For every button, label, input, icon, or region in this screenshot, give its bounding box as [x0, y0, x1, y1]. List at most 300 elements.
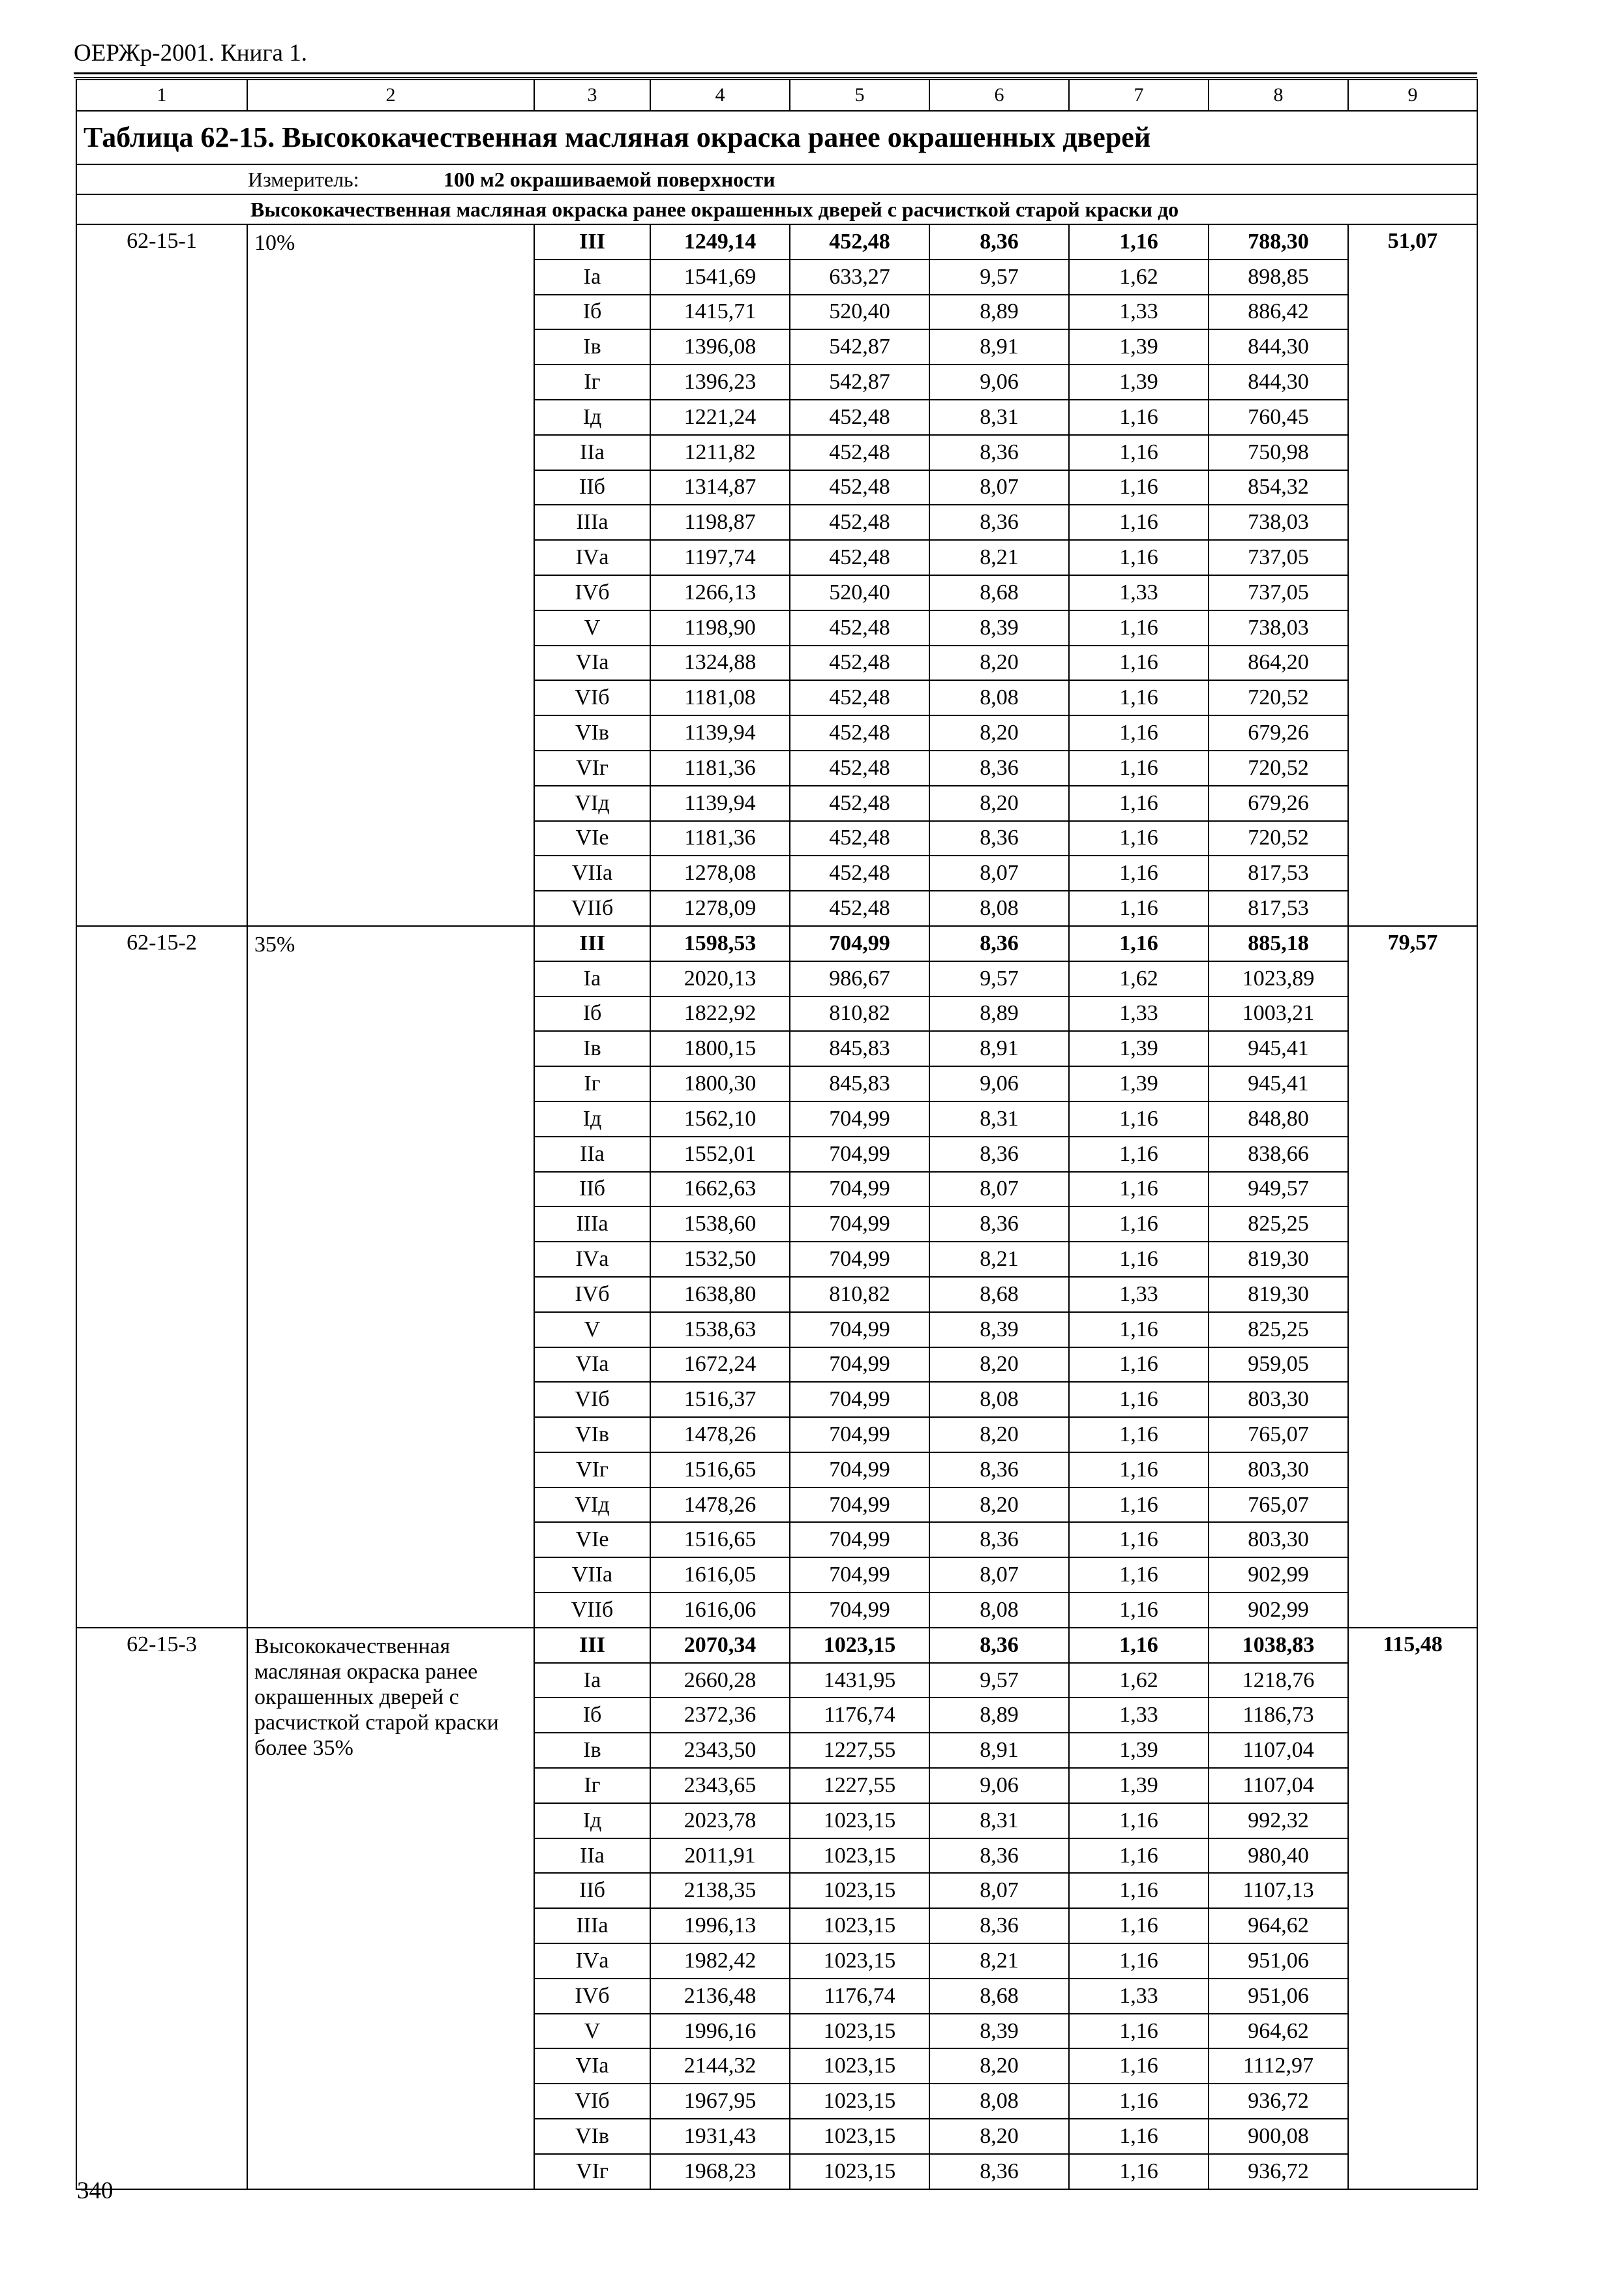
value-cell: 8,20 [929, 2048, 1069, 2084]
value-cell: 1,16 [1069, 1347, 1209, 1383]
value-cell: 1638,80 [650, 1277, 790, 1312]
value-cell: 1023,15 [790, 2154, 929, 2189]
value-cell: 788,30 [1209, 224, 1348, 260]
value-cell: 1181,36 [650, 751, 790, 786]
total-cell: 79,57 [1348, 926, 1477, 1628]
value-cell: 1,33 [1069, 1698, 1209, 1733]
value-cell: 704,99 [790, 1137, 929, 1172]
value-cell: 8,08 [929, 2084, 1069, 2119]
value-cell: 1186,73 [1209, 1698, 1348, 1733]
value-cell: 898,85 [1209, 260, 1348, 295]
value-cell: 1314,87 [650, 470, 790, 505]
value-cell: VIа [534, 646, 650, 681]
value-cell: 1,16 [1069, 1557, 1209, 1593]
column-number: 4 [650, 80, 790, 111]
value-cell: 8,36 [929, 821, 1069, 856]
value-cell: 845,83 [790, 1066, 929, 1101]
value-cell: 1107,04 [1209, 1733, 1348, 1768]
value-cell: 8,36 [929, 2154, 1069, 2189]
value-cell: 704,99 [790, 1242, 929, 1277]
section-title-row [76, 194, 1477, 224]
table-row [76, 224, 1477, 260]
value-cell: 8,36 [929, 1628, 1069, 1663]
value-cell: 8,20 [929, 1488, 1069, 1523]
value-cell: 1,16 [1069, 224, 1209, 260]
value-cell: 8,07 [929, 1557, 1069, 1593]
value-cell: 1181,08 [650, 680, 790, 715]
value-cell: 885,18 [1209, 926, 1348, 961]
value-cell: 1982,42 [650, 1943, 790, 1979]
value-cell: 1,16 [1069, 1803, 1209, 1838]
value-cell: 1996,13 [650, 1908, 790, 1943]
value-cell: 1,16 [1069, 2014, 1209, 2049]
value-cell: 1227,55 [790, 1768, 929, 1803]
value-cell: 1800,30 [650, 1066, 790, 1101]
value-cell: 1211,82 [650, 435, 790, 470]
value-cell: 9,57 [929, 1663, 1069, 1698]
value-cell: 452,48 [790, 610, 929, 646]
value-cell: 1967,95 [650, 2084, 790, 2119]
value-cell: III [534, 224, 650, 260]
value-cell: 900,08 [1209, 2119, 1348, 2154]
value-cell: 8,31 [929, 1803, 1069, 1838]
value-cell: VIг [534, 2154, 650, 2189]
value-cell: 520,40 [790, 575, 929, 610]
value-cell: 2023,78 [650, 1803, 790, 1838]
value-cell: 825,25 [1209, 1206, 1348, 1242]
column-number: 9 [1348, 80, 1477, 111]
value-cell: 1176,74 [790, 1698, 929, 1733]
column-number: 1 [76, 80, 247, 111]
value-cell: VIе [534, 821, 650, 856]
value-cell: IVб [534, 1277, 650, 1312]
value-cell: 1,16 [1069, 1628, 1209, 1663]
value-cell: 704,99 [790, 1452, 929, 1488]
value-cell: 1516,65 [650, 1452, 790, 1488]
value-cell: 8,36 [929, 1838, 1069, 1874]
value-cell: 1431,95 [790, 1663, 929, 1698]
value-cell: 8,20 [929, 715, 1069, 751]
value-cell: 1,16 [1069, 1488, 1209, 1523]
value-cell: 765,07 [1209, 1417, 1348, 1452]
value-cell: 1516,65 [650, 1522, 790, 1557]
value-cell: Iд [534, 1803, 650, 1838]
value-cell: 2343,50 [650, 1733, 790, 1768]
value-cell: VIа [534, 1347, 650, 1383]
value-cell: 854,32 [1209, 470, 1348, 505]
value-cell: 8,08 [929, 1382, 1069, 1417]
value-cell: 1968,23 [650, 2154, 790, 2189]
value-cell: 848,80 [1209, 1101, 1348, 1137]
value-cell: 992,32 [1209, 1803, 1348, 1838]
value-cell: 845,83 [790, 1031, 929, 1066]
value-cell: 1023,15 [790, 1838, 929, 1874]
value-cell: 803,30 [1209, 1452, 1348, 1488]
value-cell: 1,62 [1069, 260, 1209, 295]
value-cell: 1,39 [1069, 1066, 1209, 1101]
value-cell: 980,40 [1209, 1838, 1348, 1874]
value-cell: 844,30 [1209, 365, 1348, 400]
value-cell: 8,07 [929, 856, 1069, 891]
value-cell: 817,53 [1209, 856, 1348, 891]
value-cell: Iг [534, 1066, 650, 1101]
value-cell: 1266,13 [650, 575, 790, 610]
value-cell: 737,05 [1209, 575, 1348, 610]
value-cell: 542,87 [790, 329, 929, 365]
value-cell: 2070,34 [650, 1628, 790, 1663]
value-cell: 452,48 [790, 646, 929, 681]
value-cell: 1,33 [1069, 295, 1209, 330]
value-cell: 1,16 [1069, 1522, 1209, 1557]
value-cell: IVб [534, 575, 650, 610]
value-cell: 1249,14 [650, 224, 790, 260]
value-cell: 8,39 [929, 1312, 1069, 1347]
value-cell: 9,06 [929, 1066, 1069, 1101]
table-row [76, 1628, 1477, 1663]
value-cell: 8,21 [929, 540, 1069, 575]
value-cell: 720,52 [1209, 821, 1348, 856]
value-cell: 2011,91 [650, 1838, 790, 1874]
value-cell: 704,99 [790, 1347, 929, 1383]
value-cell: 1552,01 [650, 1137, 790, 1172]
value-cell: 520,40 [790, 295, 929, 330]
value-cell: 1,33 [1069, 1277, 1209, 1312]
value-cell: 1,16 [1069, 540, 1209, 575]
value-cell: 1,33 [1069, 575, 1209, 610]
code-cell: 62-15-3 [76, 1628, 247, 2189]
value-cell: 1,16 [1069, 1417, 1209, 1452]
value-cell: 1,16 [1069, 646, 1209, 681]
value-cell: Iа [534, 260, 650, 295]
table-body [76, 80, 1477, 2189]
value-cell: 1,16 [1069, 856, 1209, 891]
value-cell: Iг [534, 1768, 650, 1803]
value-cell: 8,36 [929, 1908, 1069, 1943]
value-cell: 1,16 [1069, 400, 1209, 435]
value-cell: 8,20 [929, 2119, 1069, 2154]
value-cell: 8,08 [929, 680, 1069, 715]
value-cell: 1221,24 [650, 400, 790, 435]
value-cell: 737,05 [1209, 540, 1348, 575]
value-cell: 8,08 [929, 891, 1069, 926]
value-cell: VIд [534, 786, 650, 821]
value-cell: 945,41 [1209, 1031, 1348, 1066]
value-cell: 1023,15 [790, 2048, 929, 2084]
value-cell: 633,27 [790, 260, 929, 295]
value-cell: 1516,37 [650, 1382, 790, 1417]
value-cell: 452,48 [790, 470, 929, 505]
value-cell: 1538,63 [650, 1312, 790, 1347]
value-cell: 902,99 [1209, 1557, 1348, 1593]
value-cell: VIб [534, 680, 650, 715]
value-cell: VIб [534, 1382, 650, 1417]
value-cell: 1616,05 [650, 1557, 790, 1593]
value-cell: 1107,13 [1209, 1873, 1348, 1908]
value-cell: 1,16 [1069, 1593, 1209, 1628]
value-cell: 949,57 [1209, 1172, 1348, 1207]
value-cell: 1541,69 [650, 260, 790, 295]
value-cell: 817,53 [1209, 891, 1348, 926]
value-cell: 704,99 [790, 1417, 929, 1452]
value-cell: 803,30 [1209, 1522, 1348, 1557]
value-cell: 1,16 [1069, 715, 1209, 751]
value-cell: 1,16 [1069, 1908, 1209, 1943]
value-cell: 1,16 [1069, 1172, 1209, 1207]
value-cell: 452,48 [790, 400, 929, 435]
value-cell: 819,30 [1209, 1277, 1348, 1312]
value-cell: 1,62 [1069, 1663, 1209, 1698]
value-cell: 8,68 [929, 1277, 1069, 1312]
value-cell: 8,07 [929, 470, 1069, 505]
value-cell: 704,99 [790, 1557, 929, 1593]
value-cell: 1139,94 [650, 715, 790, 751]
value-cell: 8,91 [929, 1733, 1069, 1768]
value-cell: 1278,08 [650, 856, 790, 891]
value-cell: 704,99 [790, 1172, 929, 1207]
value-cell: 1396,08 [650, 329, 790, 365]
header-rule [74, 72, 1477, 74]
value-cell: 452,48 [790, 751, 929, 786]
value-cell: 8,31 [929, 400, 1069, 435]
value-cell: 1931,43 [650, 2119, 790, 2154]
value-cell: 1003,21 [1209, 996, 1348, 1032]
value-cell: 959,05 [1209, 1347, 1348, 1383]
table-row [76, 926, 1477, 961]
value-cell: V [534, 1312, 650, 1347]
value-cell: 1,39 [1069, 1031, 1209, 1066]
value-cell: 1,16 [1069, 1452, 1209, 1488]
value-cell: IIIа [534, 1206, 650, 1242]
value-cell: 8,20 [929, 1347, 1069, 1383]
value-cell: VIг [534, 1452, 650, 1488]
value-cell: 1023,15 [790, 2119, 929, 2154]
value-cell: 1478,26 [650, 1417, 790, 1452]
value-cell: 8,91 [929, 1031, 1069, 1066]
value-cell: VIб [534, 2084, 650, 2119]
value-cell: 844,30 [1209, 329, 1348, 365]
value-cell: VIв [534, 2119, 650, 2154]
value-cell: 1,16 [1069, 435, 1209, 470]
value-cell: 1,39 [1069, 329, 1209, 365]
column-number: 7 [1069, 80, 1209, 111]
value-cell: 902,99 [1209, 1593, 1348, 1628]
value-cell: 720,52 [1209, 751, 1348, 786]
value-cell: 1,33 [1069, 996, 1209, 1032]
column-number: 2 [247, 80, 534, 111]
value-cell: IIIа [534, 505, 650, 540]
value-cell: 8,20 [929, 1417, 1069, 1452]
value-cell: 1396,23 [650, 365, 790, 400]
value-cell: 8,36 [929, 224, 1069, 260]
value-cell: 8,08 [929, 1593, 1069, 1628]
value-cell: 1,16 [1069, 1943, 1209, 1979]
value-cell: 1,16 [1069, 1242, 1209, 1277]
value-cell: 720,52 [1209, 680, 1348, 715]
value-cell: 8,21 [929, 1242, 1069, 1277]
value-cell: 704,99 [790, 1522, 929, 1557]
value-cell: 1023,15 [790, 2084, 929, 2119]
value-cell: 1,16 [1069, 891, 1209, 926]
value-cell: 1,16 [1069, 786, 1209, 821]
value-cell: Iб [534, 295, 650, 330]
value-cell: 9,06 [929, 365, 1069, 400]
total-cell: 51,07 [1348, 224, 1477, 926]
value-cell: 1478,26 [650, 1488, 790, 1523]
value-cell: IIIа [534, 1908, 650, 1943]
value-cell: IIб [534, 1873, 650, 1908]
value-cell: Iв [534, 329, 650, 365]
value-cell: 1023,15 [790, 1908, 929, 1943]
value-cell: 8,21 [929, 1943, 1069, 1979]
value-cell: 1415,71 [650, 295, 790, 330]
code-cell: 62-15-2 [76, 926, 247, 1628]
value-cell: 750,98 [1209, 435, 1348, 470]
value-cell: 8,39 [929, 2014, 1069, 2049]
value-cell: 936,72 [1209, 2084, 1348, 2119]
value-cell: 1278,09 [650, 891, 790, 926]
value-cell: 2136,48 [650, 1979, 790, 2014]
value-cell: 8,31 [929, 1101, 1069, 1137]
value-cell: VIг [534, 751, 650, 786]
value-cell: Iд [534, 1101, 650, 1137]
value-cell: 1,16 [1069, 505, 1209, 540]
value-cell: 704,99 [790, 1593, 929, 1628]
value-cell: 1,62 [1069, 961, 1209, 996]
value-cell: 679,26 [1209, 786, 1348, 821]
value-cell: 1,16 [1069, 2119, 1209, 2154]
value-cell: 1,16 [1069, 1873, 1209, 1908]
value-cell: 1,16 [1069, 610, 1209, 646]
code-cell: 62-15-1 [76, 224, 247, 926]
value-cell: 1,39 [1069, 1733, 1209, 1768]
value-cell: 452,48 [790, 856, 929, 891]
value-cell: VIа [534, 2048, 650, 2084]
value-cell: 2372,36 [650, 1698, 790, 1733]
value-cell: 679,26 [1209, 715, 1348, 751]
value-cell: 864,20 [1209, 646, 1348, 681]
value-cell: VIд [534, 1488, 650, 1523]
value-cell: 704,99 [790, 1206, 929, 1242]
value-cell: VIIа [534, 1557, 650, 1593]
value-cell: 8,36 [929, 1452, 1069, 1488]
value-cell: 1,16 [1069, 751, 1209, 786]
value-cell: VIIа [534, 856, 650, 891]
value-cell: 1822,92 [650, 996, 790, 1032]
value-cell: 704,99 [790, 926, 929, 961]
value-cell: 1,16 [1069, 680, 1209, 715]
value-cell: 8,36 [929, 926, 1069, 961]
value-cell: Iб [534, 996, 650, 1032]
value-cell: IVб [534, 1979, 650, 2014]
column-number: 8 [1209, 80, 1348, 111]
value-cell: IIа [534, 1137, 650, 1172]
value-cell: V [534, 610, 650, 646]
value-cell: 8,91 [929, 329, 1069, 365]
value-cell: 704,99 [790, 1101, 929, 1137]
value-cell: 964,62 [1209, 1908, 1348, 1943]
value-cell: 704,99 [790, 1488, 929, 1523]
value-cell: V [534, 2014, 650, 2049]
value-cell: 1023,15 [790, 1803, 929, 1838]
value-cell: 1800,15 [650, 1031, 790, 1066]
value-cell: 8,36 [929, 1206, 1069, 1242]
value-cell: 2020,13 [650, 961, 790, 996]
value-cell: 951,06 [1209, 1943, 1348, 1979]
description-cell: 10% [247, 224, 534, 926]
value-cell: 1616,06 [650, 1593, 790, 1628]
value-cell: 1,39 [1069, 365, 1209, 400]
value-cell: 1218,76 [1209, 1663, 1348, 1698]
value-cell: 2343,65 [650, 1768, 790, 1803]
meter-row [76, 164, 1477, 194]
value-cell: Iв [534, 1031, 650, 1066]
value-cell: VIIб [534, 1593, 650, 1628]
value-cell: 8,68 [929, 575, 1069, 610]
value-cell: 1,16 [1069, 1101, 1209, 1137]
value-cell: 986,67 [790, 961, 929, 996]
column-number: 3 [534, 80, 650, 111]
value-cell: III [534, 1628, 650, 1663]
value-cell: 8,20 [929, 646, 1069, 681]
value-cell: 1,16 [1069, 1838, 1209, 1874]
value-cell: 8,36 [929, 751, 1069, 786]
value-cell: Iа [534, 961, 650, 996]
value-cell: IVа [534, 540, 650, 575]
value-cell: 1532,50 [650, 1242, 790, 1277]
value-cell: VIв [534, 715, 650, 751]
value-cell: 1227,55 [790, 1733, 929, 1768]
value-cell: 452,48 [790, 505, 929, 540]
value-cell: 8,89 [929, 295, 1069, 330]
value-cell: 1598,53 [650, 926, 790, 961]
value-cell: 1023,15 [790, 1628, 929, 1663]
page-number: 340 [77, 2177, 113, 2204]
value-cell: 1176,74 [790, 1979, 929, 2014]
value-cell: VIв [534, 1417, 650, 1452]
value-cell: 704,99 [790, 1382, 929, 1417]
value-cell: 1662,63 [650, 1172, 790, 1207]
column-number: 5 [790, 80, 929, 111]
value-cell: 1324,88 [650, 646, 790, 681]
value-cell: 886,42 [1209, 295, 1348, 330]
value-cell: 738,03 [1209, 505, 1348, 540]
value-cell: 452,48 [790, 891, 929, 926]
value-cell: 452,48 [790, 540, 929, 575]
value-cell: 8,89 [929, 996, 1069, 1032]
value-cell: 1,16 [1069, 1382, 1209, 1417]
column-number-row [76, 80, 1477, 111]
header-rule-thin [74, 77, 1477, 78]
value-cell: 1,16 [1069, 1206, 1209, 1242]
value-cell: 810,82 [790, 1277, 929, 1312]
value-cell: 1,16 [1069, 926, 1209, 961]
value-cell: 1,16 [1069, 1137, 1209, 1172]
value-cell: 452,48 [790, 821, 929, 856]
value-cell: 760,45 [1209, 400, 1348, 435]
value-cell: 1107,04 [1209, 1768, 1348, 1803]
value-cell: 2660,28 [650, 1663, 790, 1698]
value-cell: IIа [534, 435, 650, 470]
value-cell: Iа [534, 1663, 650, 1698]
value-cell: 8,68 [929, 1979, 1069, 2014]
value-cell: 936,72 [1209, 2154, 1348, 2189]
value-cell: 1139,94 [650, 786, 790, 821]
value-cell: 1198,87 [650, 505, 790, 540]
running-header: ОЕРЖр-2001. Книга 1. [74, 40, 307, 67]
value-cell: 838,66 [1209, 1137, 1348, 1172]
value-cell: 1023,15 [790, 1873, 929, 1908]
meter-cell [76, 164, 1477, 194]
